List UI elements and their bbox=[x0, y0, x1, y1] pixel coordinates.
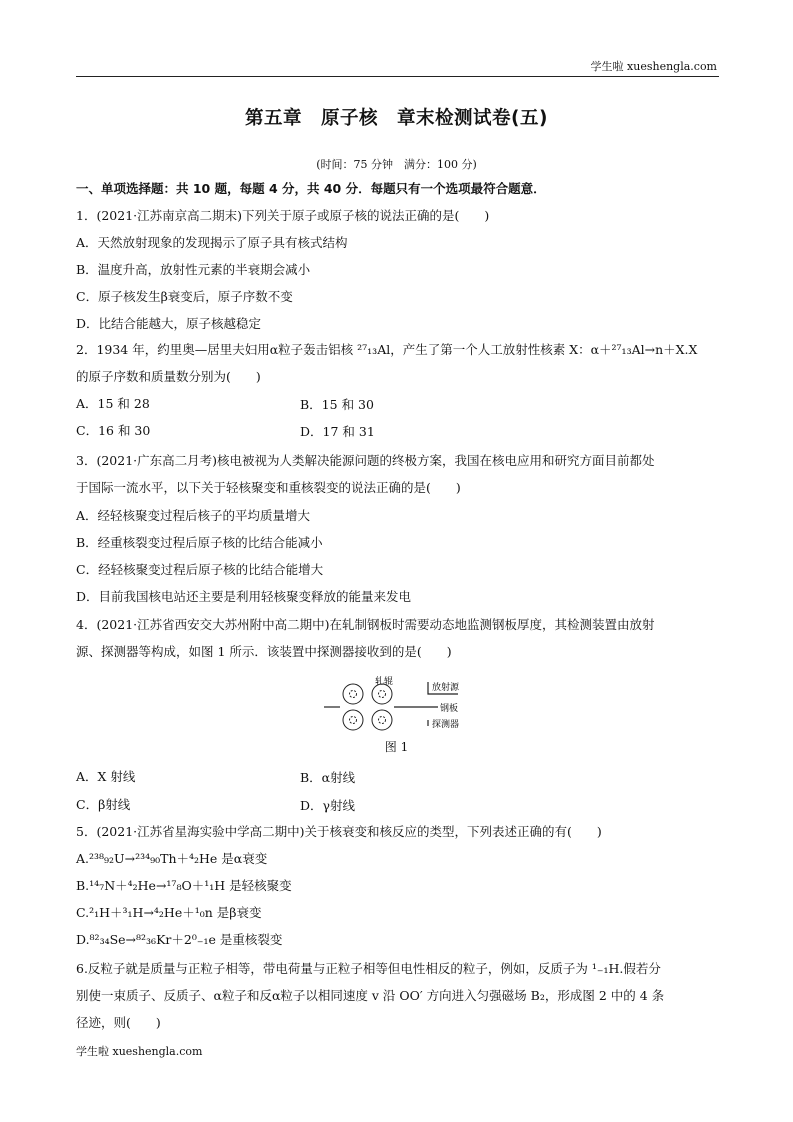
fig-label-plate: 钢板 bbox=[440, 704, 459, 714]
q5-option-a: A.²³⁸₉₂U→²³⁴₉₀Th＋⁴₂He 是α衰变 bbox=[76, 851, 268, 866]
q1-option-a: A．天然放射现象的发现揭示了原子具有核式结构 bbox=[76, 235, 348, 250]
q4-option-c: C．β射线 bbox=[76, 797, 131, 812]
q2-stem-line1: 2．1934 年，约里奥—居里夫妇用α粒子轰击铝核 ²⁷₁₃Al，产生了第一个人工放射性核素 X：α＋²⁷₁₃Al→n＋X.X bbox=[76, 342, 698, 357]
section-heading: 一、单项选择题：共 10 题，每题 4 分，共 40 分．每题只有一个选项最符合题意． bbox=[76, 181, 546, 196]
fig-label-roller: 轧辊 bbox=[375, 677, 394, 687]
figure-1-thickness-detector bbox=[320, 676, 480, 734]
q3-option-c: C．经轻核聚变过程后原子核的比结合能增大 bbox=[76, 562, 324, 577]
q1-option-d: D．比结合能越大，原子核越稳定 bbox=[76, 316, 262, 331]
q4-stem-line1: 4．(2021·江苏省西安交大苏州附中高二期中)在轧制钢板时需要动态地监测钢板厚度，其检测装置由放射 bbox=[76, 617, 655, 632]
q2-option-c: C．16 和 30 bbox=[76, 423, 151, 438]
q4-option-b: B．α射线 bbox=[300, 770, 356, 785]
q2-option-a: A．15 和 28 bbox=[76, 396, 150, 411]
q4-option-a: A．X 射线 bbox=[76, 769, 136, 784]
q3-option-a: A．经轻核聚变过程后核子的平均质量增大 bbox=[76, 508, 311, 523]
q6-stem-line3: 径迹，则( ) bbox=[76, 1015, 161, 1030]
fig-label-detector: 探测器 bbox=[432, 720, 460, 730]
figure-1-caption: 图 1 bbox=[384, 740, 409, 754]
footer-site[interactable]: 学生啦 xueshengla.com bbox=[76, 1045, 203, 1058]
q4-stem-line2: 源、探测器等构成，如图 1 所示．该装置中探测器接收到的是( ) bbox=[76, 644, 452, 659]
q1-stem: 1．(2021·江苏南京高二期末)下列关于原子或原子核的说法正确的是( ) bbox=[76, 208, 490, 223]
roller-top-left-icon bbox=[343, 684, 363, 704]
roller-top-right-icon bbox=[372, 684, 392, 704]
q5-option-b: B.¹⁴₇N＋⁴₂He→¹⁷₈O＋¹₁H 是轻核聚变 bbox=[76, 878, 292, 893]
exam-info: (时间：75 分钟 满分：100 分) bbox=[316, 158, 477, 171]
q1-option-c: C．原子核发生β衰变后，原子序数不变 bbox=[76, 289, 293, 304]
q5-stem: 5．(2021·江苏省星海实验中学高二期中)关于核衰变和核反应的类型，下列表述正确的有( ) bbox=[76, 824, 602, 839]
q6-stem-line1: 6.反粒子就是质量与正粒子相等，带电荷量与正粒子相等但电性相反的粒子，例如，反质子为 ¹₋₁H.假若分 bbox=[76, 961, 661, 976]
q6-stem-line2: 别使一束质子、反质子、α粒子和反α粒子以相同速度 v 沿 OO′ 方向进入匀强磁场 B₂，形成图 2 中的 4 条 bbox=[76, 988, 665, 1003]
header-site[interactable]: 学生啦 xueshengla.com bbox=[590, 60, 717, 73]
q3-stem-line2: 于国际一流水平，以下关于轻核聚变和重核裂变的说法正确的是( ) bbox=[76, 480, 461, 495]
q5-option-d: D.⁸²₃₄Se→⁸²₃₆Kr＋2⁰₋₁e 是重核裂变 bbox=[76, 932, 283, 947]
page-title: 第五章 原子核 章末检测试卷(五) bbox=[245, 108, 548, 129]
fig-label-source: 放射源 bbox=[432, 683, 460, 693]
q2-option-d: D．17 和 31 bbox=[300, 424, 375, 439]
q3-option-b: B．经重核裂变过程后原子核的比结合能减小 bbox=[76, 535, 323, 550]
q2-option-b: B．15 和 30 bbox=[300, 397, 374, 412]
q4-option-d: D．γ射线 bbox=[300, 798, 355, 813]
roller-bottom-left-icon bbox=[343, 710, 363, 730]
roller-bottom-right-icon bbox=[372, 710, 392, 730]
header-divider bbox=[76, 76, 719, 77]
q1-option-b: B．温度升高，放射性元素的半衰期会减小 bbox=[76, 262, 311, 277]
q2-stem-line2: 的原子序数和质量数分别为( ) bbox=[76, 369, 261, 384]
q5-option-c: C.²₁H＋³₁H→⁴₂He＋¹₀n 是β衰变 bbox=[76, 905, 262, 920]
q3-option-d: D．目前我国核电站还主要是利用轻核聚变释放的能量来发电 bbox=[76, 589, 412, 604]
q3-stem-line1: 3．(2021·广东高二月考)核电被视为人类解决能源问题的终极方案，我国在核电应用和研究方面目前都处 bbox=[76, 453, 655, 468]
